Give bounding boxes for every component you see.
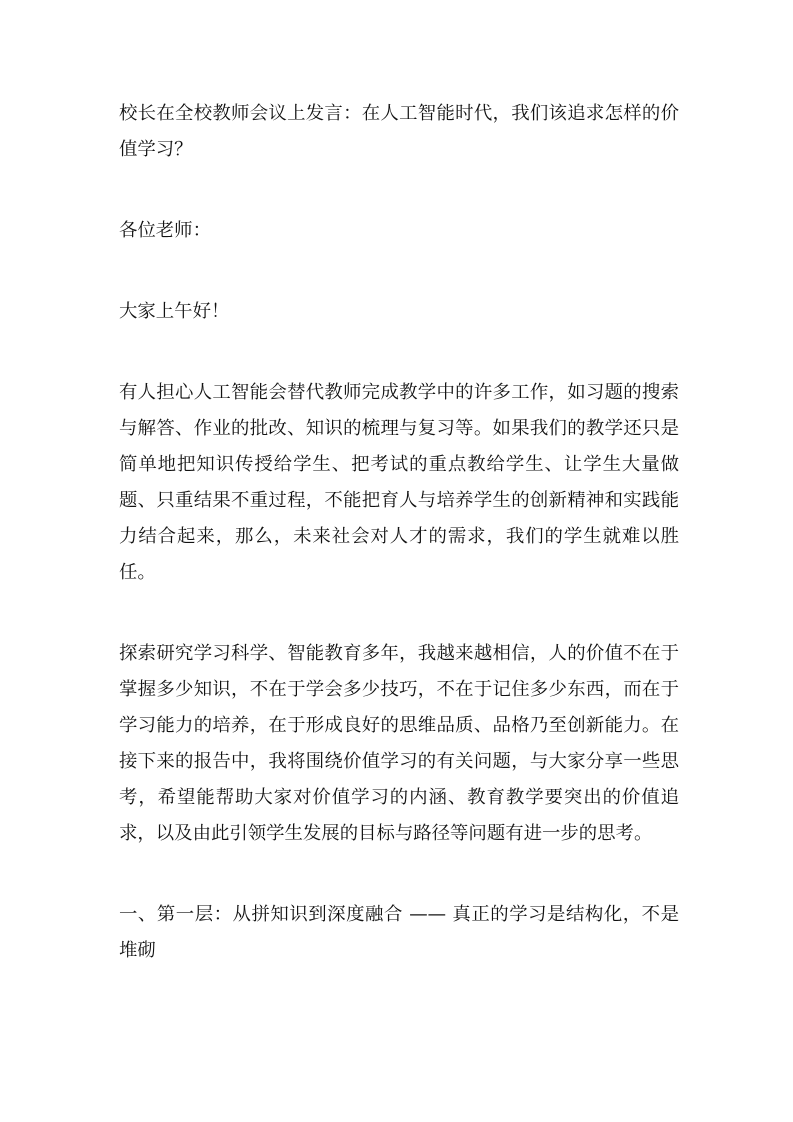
document-body: [119, 96, 679, 969]
section-heading: 一、第一层：从拼知识到深度融合 —— 真正的学习是结构化，不是堆砌: [119, 904, 679, 961]
greeting: 大家上午好！: [119, 301, 230, 322]
document-title: 校长在全校教师会议上发言：在人工智能时代，我们该追求怎样的价值学习？: [119, 103, 679, 160]
body-paragraph: 探索研究学习科学、智能教育多年，我越来越相信，人的价值不在于掌握多少知识，不在于学会多少技巧，不在于记住多少东西，而在于学习能力的培养，在于形成良好的思维品质、品格乃至创新能力。在接下来的报告中，我将围绕价值学习的有关问题，与大家分享一些思考，希望能帮助大家对价值学习的内涵、教育教学要突出的价值追求，以及由此引领学生发展的目标与路径等问题有进一步的思考。: [119, 643, 679, 844]
body-paragraph: 有人担心人工智能会替代教师完成教学中的许多工作，如习题的搜索与解答、作业的批改、知识的梳理与复习等。如果我们的教学还只是简单地把知识传授给学生、把考试的重点教给学生、让学生大量做题、只重结果不重过程，不能把育人与培养学生的创新精神和实践能力结合起来，那么，未来社会对人才的需求，我们的学生就难以胜任。: [119, 382, 679, 583]
salutation: 各位老师：: [119, 220, 211, 241]
